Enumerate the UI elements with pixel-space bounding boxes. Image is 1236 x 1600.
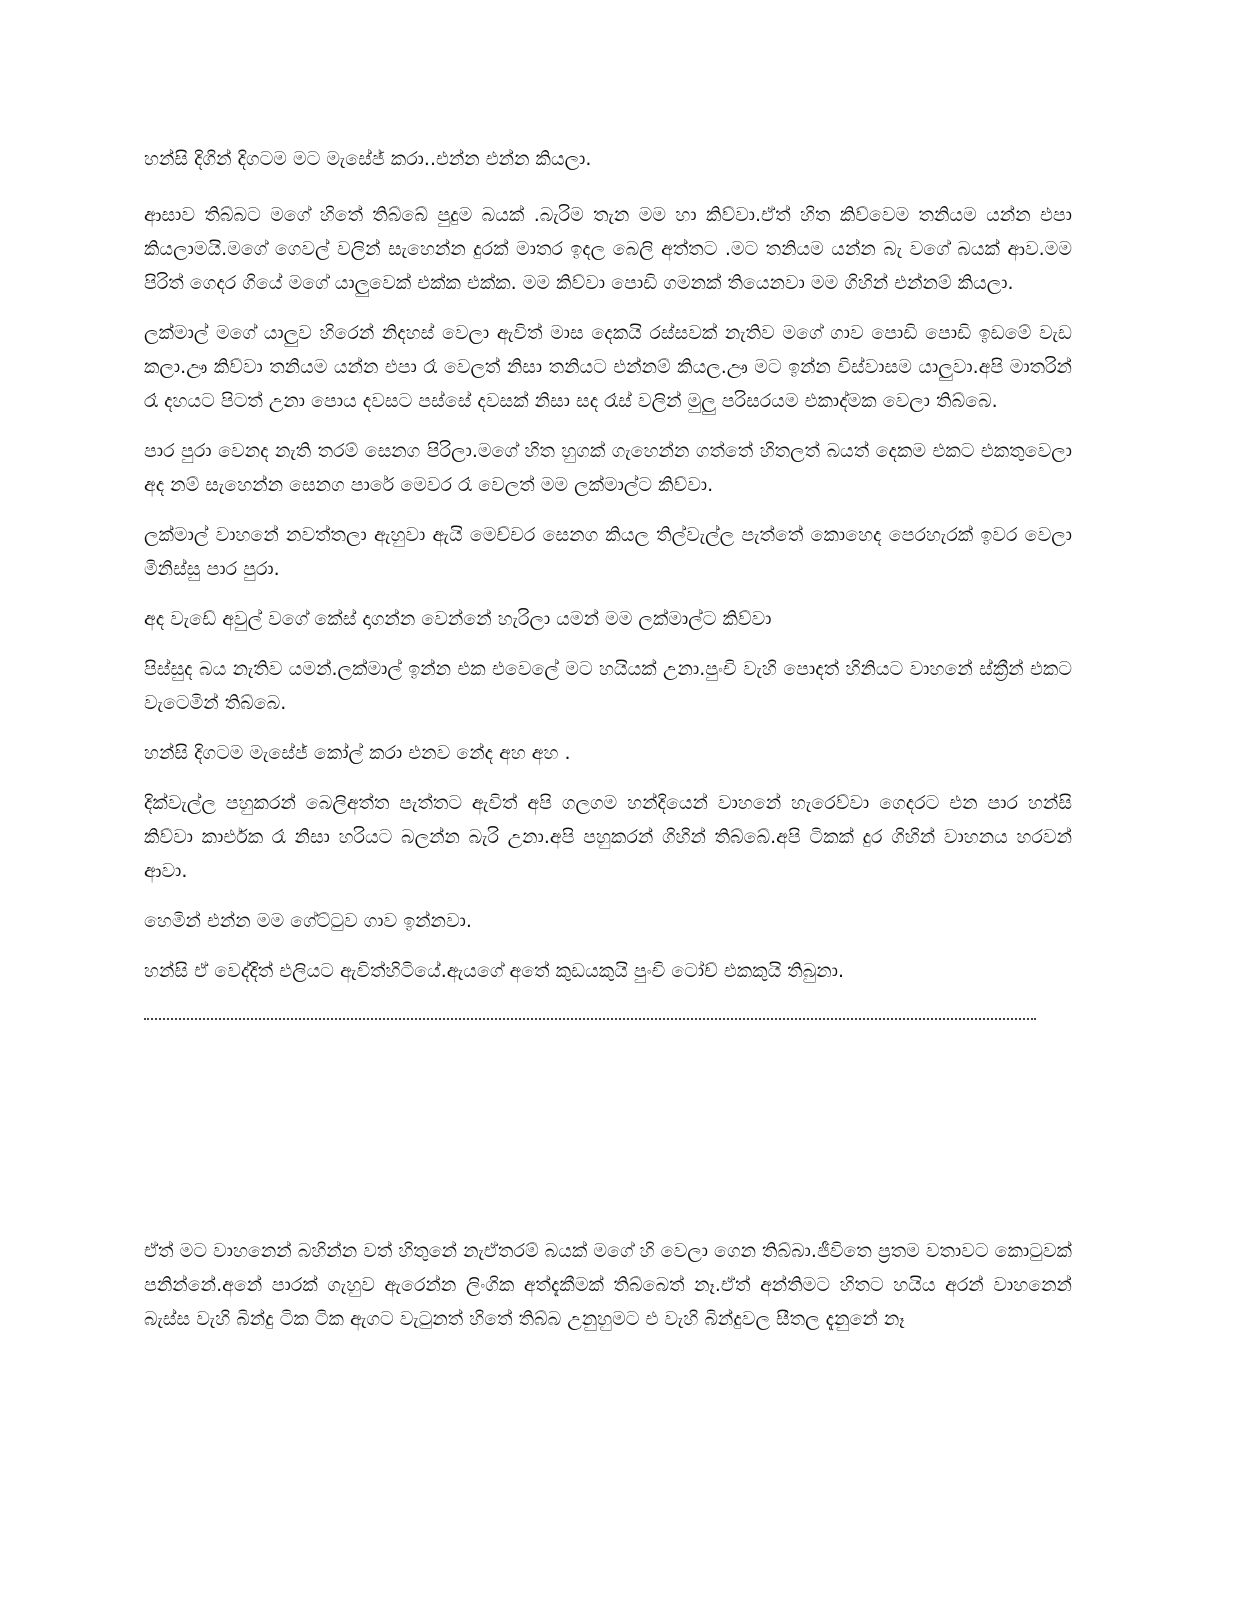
paragraph-6: අද වැඩේ අවුල් වගේ කේස් දාගන්න වෙන්නේ හැරිලා යමන් මම ලක්මාල්ට කිව්වා [144,608,772,630]
paragraph-8: හන්සි දිගටම මැසේජ් කෝල් කරා එනව නේද අහ අහ . [144,742,571,764]
paragraph-5: ලක්මාල් වාහනේ නවත්තලා ඇහුවා ඇයි මෙච්චර සෙනග කියල තිල්වැල්ල පැත්තේ කොහෙද පෙරහැරක් ඉවර වෙලා මිනිස්සු පාර පුරා. [144,524,1072,580]
document-body [144,142,1072,1020]
paragraph-11: හන්සි ඒ වෙද්දිත් එලියට ඇවිත්හිටියේ.ඇයගේ අතේ කුඩයකුයි පුංචි ටෝච් එකකුයි තිබුනා. [144,960,845,982]
paragraph-10: හෙමින් එන්න මම ගේට්ටුව ගාව ඉන්නවා. [144,910,472,932]
paragraph-7: පිස්සුද බය නැතිව යමන්.ලක්මාල් ඉන්න එක එවෙලේ මට හයියක් උනා.පුංචි වැහි පොදත් හිනියට වාහනේ ස්ක්‍රීන් එකට වැටෙමින් තිබ්බෙ. [144,658,1072,714]
paragraph-12: ඒත් මට වාහනෙන් බහින්න වත් හිතුනේ නැඒතරම් බයක් මගේ හි වෙලා ගෙන තිබ්බා.ජීවිතෙ ප්‍රතම වතාවට කොටුවක් පනින්නේ.අනේ පාරක් ගැහුව ඇරෙන්න ලිංගික අත්දැකීමක් තිබ්බෙත් නෑ.ඒත් අන්තිමට හිතට හයිය අරන් වාහනෙන් බැස්ස වැහි බින්දු ටික ටික ඇගට වැටුනත් හිතේ තිබ්බ උනුහුමට එ වැහි බින්දුවල සීතල දැනුනේ නෑ [144,1240,1072,1330]
dotted-separator [144,1004,1036,1020]
paragraph-3: ලක්මාල් මගේ යාලුව හිරෙන් නිදහස් වෙලා ඇවිත් මාස දෙකයි රස්සවක් නැතිව මගේ ගාව පොඩි පොඩි ඉඩමේ වැඩ කලා.ඌ කිව්වා තනියම යන්න එපා රෑ වෙලත් නිසා තනියට එන්නම් කියල.ඌ මට ඉන්න විස්වාසම යාලුවා.අපි මාතරින් රෑ දහයට පිටත් උනා පොය දවසට පස්සේ දවසක් නිසා සද රෑස් වලින් මුලු පරිසරයම එකාද්මක වෙලා තිබ්බෙ. [144,322,1072,412]
paragraph-9: දික්වැල්ල පහුකරන් බෙලිඅත්ත පැත්තට ඇවිත් අපි ගලගම හන්දියෙන් වාහනේ හැරෙව්වා ගෙදරට එන පාර හන්සි කිව්වා කාර්එක රෑ නිසා හරියට බලන්න බැරි උනා.අපි පහුකරන් ගිහින් තිබ්බේ.අපි ටිකක් දුර ගිහින් වාහනය හරවන් ආවා. [144,792,1072,882]
document-body-continued [144,1234,1072,1352]
paragraph-4: පාර පුරා වෙනද නැති තරම් සෙනග පිරිලා.මගේ හිත හුගක් ගැහෙන්න ගත්තේ හිතලත් බයත් දෙකම එකට එකතුවෙලා අද නම් සැහෙන්න සෙනග පාරේ මෙවර රෑ වෙලත් මම ලක්මාල්ට කිව්වා. [144,440,1072,496]
paragraph-2: ආසාව තිබ්බට මගේ හිතේ තිබ්බේ පුදුම බයක් .බැරිම තැන මම හා කිව්වා.ඒත් හිත කිව්වෙම තනියම යන්න එපා කියලාමයි.මගේ ගෙවල් වලින් සැහෙන්න දුරක් මාතර ඉදල බෙලි අත්තට .මට තනියම යන්න බැ වගේ බයක් ආව.මම පිරිත් ගෙදර ගියේ මගේ යාලුවෙක් එක්ක එක්ක. මම කිව්වා පොඩි ගමනක් තියෙනවා මම ගිහින් එන්නම් කියලා. [144,204,1072,294]
paragraph-1: හන්සි දිගින් දිගටම මට මැසේජ් කරා..එන්න එන්න කියලා. [144,148,592,170]
